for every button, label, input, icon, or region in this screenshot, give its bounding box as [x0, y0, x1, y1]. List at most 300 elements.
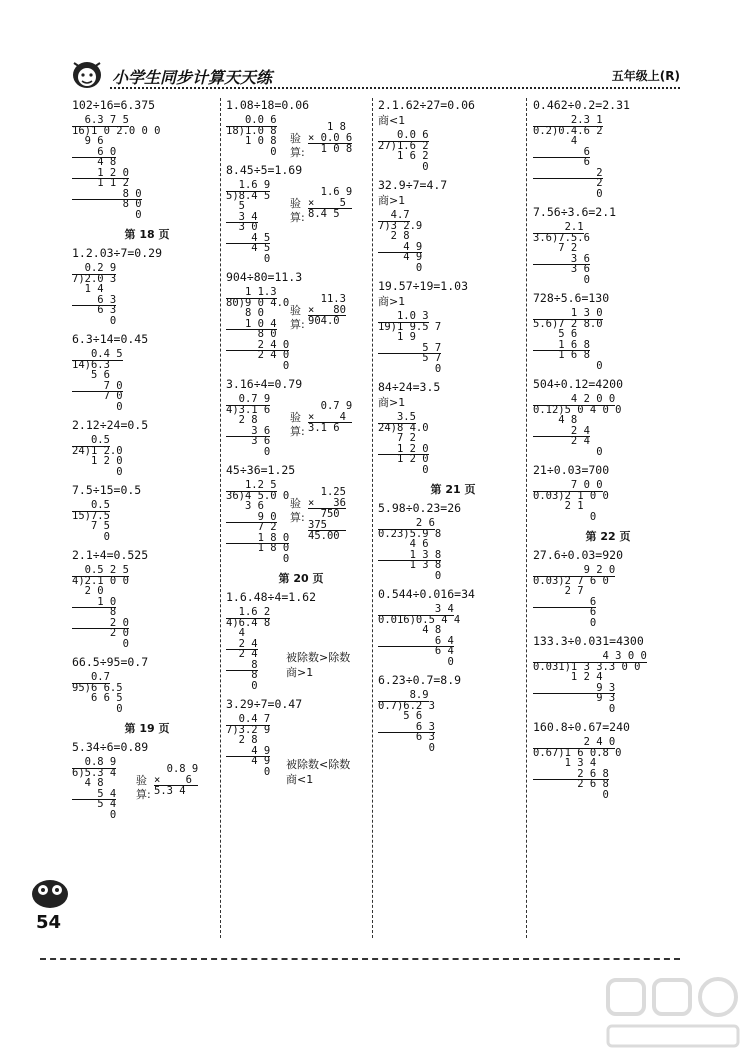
work-line-text: 1 2 0	[72, 455, 123, 467]
work-line-text: 0	[533, 445, 603, 458]
problem-item	[72, 740, 222, 820]
note-text: 商>1	[378, 295, 406, 308]
work-line-text: 4 9	[226, 755, 271, 767]
work-line-text: 6)5.3 4	[72, 766, 117, 779]
problem-item	[72, 655, 222, 714]
work-line-text: 9 0	[226, 510, 277, 523]
answer-column-4	[533, 98, 683, 938]
equation: 8.45÷5=1.69	[226, 163, 303, 177]
work-line-text: 0	[226, 679, 258, 692]
verify-line: 11.3	[308, 293, 346, 305]
long-division-work	[378, 311, 528, 374]
work-line-text: 4 8	[533, 414, 578, 426]
work-line-text: 80)9 0 4.0	[226, 296, 290, 309]
work-line	[533, 329, 683, 340]
work-line-text: 4 5	[226, 231, 271, 244]
work-line-text: 4	[226, 627, 245, 639]
equation: 2.1÷4=0.525	[72, 548, 149, 562]
note-text: 商>1	[378, 194, 406, 207]
equation: 1.6.48÷4=1.62	[226, 590, 317, 604]
work-line-text: 4)3.1 6	[226, 403, 271, 416]
work-line-text: 1 6 2	[378, 150, 429, 162]
work-line	[72, 210, 222, 221]
long-division-work	[533, 651, 683, 714]
work-line-text: 4 9	[226, 744, 271, 757]
work-line-text: 1 1 2	[72, 177, 129, 189]
work-line-text: 9 2 0	[533, 564, 616, 576]
work-line	[72, 178, 222, 189]
work-line-text: 1 3 0	[533, 307, 603, 319]
work-line-text: 7 0 0	[533, 479, 603, 491]
note-text: 商>1	[286, 666, 314, 679]
work-line	[378, 743, 528, 754]
work-line-text: 0	[226, 445, 271, 458]
verify-work	[308, 487, 346, 542]
work-line-text: 24)8 4.0	[378, 421, 429, 434]
problem-item	[226, 697, 376, 786]
comparison-note	[286, 650, 350, 680]
long-division-work	[378, 412, 528, 475]
work-line	[226, 618, 376, 629]
equation: 66.5÷95=0.7	[72, 655, 149, 669]
equation: 5.34÷6=0.89	[72, 740, 149, 754]
work-line-text: 2 0	[72, 627, 129, 639]
work-line-text: 0	[72, 400, 123, 413]
work-line-text: 0.4 5	[72, 348, 123, 360]
verify-line: 5.3 4	[154, 785, 186, 797]
work-line-text: 1.0 3	[378, 310, 429, 322]
work-line-text: 0	[533, 510, 597, 523]
work-line-text: 2.1	[533, 221, 584, 233]
work-line	[378, 465, 528, 476]
problem-item	[533, 548, 683, 628]
verify-line: × 80	[308, 303, 346, 316]
page-section-title: 第 20 页	[278, 572, 324, 585]
work-line-text: 4)6.4 8	[226, 616, 271, 629]
work-line-text: 7 5	[72, 520, 110, 532]
work-line-text: 1.6 2	[226, 606, 271, 618]
work-line-text: 0.031)1 3 3.3 0 0	[533, 660, 641, 673]
work-line	[533, 758, 683, 769]
comparison-note	[286, 757, 350, 787]
verify-line: 750	[308, 508, 340, 520]
work-line-text: 1 3 8	[378, 548, 442, 561]
work-line-text: 5 6	[72, 369, 110, 381]
equation: 1.2.03÷7=0.29	[72, 246, 163, 260]
verify-label: 验算:	[290, 304, 305, 331]
problem-item	[533, 720, 683, 800]
work-line-text: 2 1	[533, 500, 584, 512]
work-line-text: 4 8	[72, 777, 104, 789]
equation: 21÷0.03=700	[533, 463, 610, 477]
equation: 904÷80=11.3	[226, 270, 303, 284]
equation: 0.544÷0.016=34	[378, 587, 475, 601]
long-division-work	[533, 222, 683, 285]
equation: 0.462÷0.2=2.31	[533, 98, 630, 112]
problem-item	[533, 291, 683, 371]
problem-item	[226, 270, 376, 371]
verify-line: 0.8 9	[154, 763, 199, 775]
work-line-text: 2 4	[533, 435, 590, 447]
work-line-text: 0.2)0.4.6 2	[533, 124, 603, 137]
work-line-text: 6 3	[378, 720, 435, 733]
work-line	[378, 711, 528, 722]
work-line-text: 0	[533, 187, 603, 200]
work-line	[72, 136, 222, 147]
work-line	[226, 735, 376, 746]
work-line-text: 6	[533, 595, 597, 608]
work-line-text: 6 3	[378, 731, 435, 743]
work-line-text: 6 3	[72, 293, 117, 306]
verify-work	[308, 122, 352, 155]
work-line-text: 8 0	[226, 307, 264, 319]
verify-line: 0.7 9	[308, 400, 353, 412]
verify-label: 验算:	[136, 774, 151, 801]
work-line-text: 1 4	[72, 283, 104, 295]
work-line-text: 7 2	[226, 521, 277, 533]
work-line-text: 6 4	[378, 645, 454, 657]
equation: 2.12÷24=0.5	[72, 418, 149, 432]
work-line-text: 7 0	[72, 390, 123, 402]
equation: 3.16÷4=0.79	[226, 377, 303, 391]
work-line-text: 3 6	[533, 252, 590, 265]
work-line-text: 15)7.5	[72, 509, 110, 522]
work-line-text: 2 4	[226, 648, 258, 660]
work-line-text: 1 8 0	[226, 531, 290, 544]
equation: 102÷16=6.375	[72, 98, 156, 112]
work-line	[72, 810, 222, 821]
problem-item	[378, 98, 528, 172]
problem-item	[378, 279, 528, 374]
work-line-text: 5 4	[72, 798, 117, 810]
work-line-text: 0	[378, 463, 429, 476]
work-line	[72, 586, 222, 597]
work-line-text: 2 0	[72, 616, 129, 629]
problem-item	[72, 418, 222, 477]
problem-item	[378, 178, 528, 273]
work-line-text: 0.5	[72, 499, 110, 511]
work-line	[533, 447, 683, 458]
work-line-text: 4 9	[378, 251, 423, 263]
work-line-text: 1.2 5	[226, 479, 277, 491]
note-text: 被除数>除数	[286, 651, 351, 664]
work-line-text: 7)2.0 3	[72, 272, 117, 285]
verify-line: 8.4 5	[308, 208, 340, 220]
page-header	[60, 55, 680, 95]
problem-item	[72, 246, 222, 326]
long-division-work	[378, 690, 528, 753]
note-text: 商<1	[286, 773, 314, 786]
work-line-text: 0.4 7	[226, 713, 271, 725]
work-line-text: 6.3 7 5	[72, 114, 129, 126]
problem-item	[533, 205, 683, 285]
work-line-text: 5)8.4 5	[226, 189, 271, 202]
work-line	[72, 532, 222, 543]
work-line-text: 18)1.0 8	[226, 124, 277, 137]
work-line-text: 3.5	[378, 411, 416, 423]
work-line-text: 2 6 8	[533, 767, 609, 780]
work-line-text: 6	[533, 156, 590, 168]
work-line	[72, 467, 222, 478]
work-line-text: 1 6 8	[533, 349, 590, 361]
work-line-text: 0	[226, 145, 277, 158]
problem-item	[226, 590, 376, 691]
work-line	[533, 275, 683, 286]
long-division-work	[533, 115, 683, 199]
note-text: 被除数<除数	[286, 758, 351, 771]
work-line-text: 3 6	[226, 435, 271, 447]
work-line-text: 1 3 4	[533, 757, 597, 769]
work-line-text: 0	[533, 616, 597, 629]
problem-item	[226, 377, 376, 457]
equation: 504÷0.12=4200	[533, 377, 624, 391]
work-line-text: 2 8	[226, 414, 258, 426]
verify-label: 验算:	[290, 132, 305, 159]
answer-column-3	[378, 98, 528, 938]
problem-item	[533, 98, 683, 199]
header-rule	[110, 87, 680, 89]
mascot-icon	[68, 55, 106, 91]
long-division-work	[533, 308, 683, 371]
problem-item	[378, 587, 528, 667]
equation: 6.23÷0.7=8.9	[378, 673, 462, 687]
work-line-text: 0	[226, 765, 271, 778]
work-line-text: 1 2 0	[378, 453, 429, 465]
work-line	[533, 586, 683, 597]
work-line-text: 0.5	[72, 434, 110, 446]
verify-line: 1 8	[308, 121, 346, 133]
work-line-text: 0.67)1 6 0.8 0	[533, 746, 622, 759]
work-line-text: 2	[533, 166, 603, 179]
answer-column-2	[226, 98, 376, 938]
work-line-text: 8	[226, 669, 258, 681]
work-line-text: 1 0 8	[226, 135, 277, 147]
work-line	[533, 136, 683, 147]
work-line-text: 6 6 5	[72, 692, 123, 704]
work-line-text: 3 6	[226, 424, 271, 437]
work-line	[72, 157, 222, 168]
work-line	[72, 704, 222, 715]
verify-line: × 4	[308, 412, 352, 424]
verify-line: 1.25	[308, 486, 346, 498]
long-division-work	[533, 394, 683, 457]
footer-rule	[40, 958, 680, 960]
work-line-text: 3 6	[226, 500, 264, 512]
page-section-title: 第 19 页	[124, 722, 170, 735]
work-line-text: 3.6)7.5.6	[533, 231, 590, 244]
page-section-title: 第 22 页	[585, 530, 631, 543]
work-line-text: 2 4 0	[226, 338, 290, 351]
work-line-text: 8 0	[226, 328, 277, 340]
watermark-logo-icon	[604, 974, 744, 1054]
work-line-text: 1 2 4	[533, 671, 603, 683]
work-line-text: 4 8	[378, 624, 442, 636]
verify-line: 3.1 6	[308, 422, 340, 434]
work-line-text: 19)1 9.5 7	[378, 320, 442, 333]
work-line-text: 4)2.1 0 0	[72, 574, 129, 587]
work-line-text: 2 4 0	[226, 349, 290, 361]
work-line	[226, 254, 376, 265]
brand-title	[112, 65, 272, 88]
verify-work	[154, 764, 198, 797]
work-line-text: 1 9	[378, 331, 416, 343]
work-line	[72, 284, 222, 295]
work-line-text: 7 0	[72, 379, 123, 392]
work-line-text: 6 0	[72, 145, 117, 158]
equation: 84÷24=3.5	[378, 380, 441, 394]
page-number: 54	[36, 912, 62, 933]
work-line	[72, 370, 222, 381]
problem-item	[226, 463, 376, 564]
work-line-text: 95)6 6.5	[72, 681, 123, 694]
work-line-text: 4	[533, 135, 578, 147]
work-line-text: 0.0 6	[378, 129, 429, 141]
work-line-text: 1 3 8	[378, 559, 442, 571]
work-line-text: 0	[378, 362, 442, 375]
work-line-text: 1 0 4	[226, 317, 277, 330]
work-line-text: 5 6	[533, 328, 578, 340]
equation: 6.3÷14=0.45	[72, 332, 149, 346]
work-line-text: 1 8 0	[226, 542, 290, 554]
problem-item	[226, 98, 376, 157]
equation: 3.29÷7=0.47	[226, 697, 303, 711]
equation: 7.56÷3.6=2.1	[533, 205, 617, 219]
work-line	[226, 628, 376, 639]
work-line-text: 6	[533, 606, 597, 618]
work-line-text: 2 4	[533, 424, 590, 437]
verify-label: 验算:	[290, 497, 305, 524]
work-line-text: 4 5	[226, 242, 271, 254]
work-line-text: 2 6	[378, 517, 435, 529]
work-line-text: 2 4	[226, 637, 258, 650]
work-line	[378, 571, 528, 582]
work-line-text: 0	[533, 788, 609, 801]
work-line	[378, 231, 528, 242]
work-line-text: 0.23)5.9 8	[378, 527, 442, 540]
work-line-text: 0	[72, 530, 110, 543]
work-line-text: 0	[378, 160, 429, 173]
problem-item	[378, 673, 528, 753]
work-line	[378, 657, 528, 668]
work-line-text: 1 2 0	[378, 442, 429, 455]
problem-item	[533, 377, 683, 457]
work-line	[533, 157, 683, 168]
verify-work	[308, 187, 352, 220]
long-division-work	[72, 565, 222, 649]
work-line-text: 1 2 0	[72, 166, 129, 179]
brand-title-text: 小学生同步计算天天练	[112, 68, 273, 87]
work-line-text: 2	[533, 177, 603, 189]
long-division-work	[378, 604, 528, 667]
work-line-text: 4.7	[378, 209, 410, 221]
work-line-text: 0	[378, 569, 442, 582]
work-line-text: 8.9	[378, 689, 429, 701]
problem-item	[533, 463, 683, 522]
work-line	[378, 364, 528, 375]
work-line-text: 7)3.2 9	[226, 723, 271, 736]
work-line	[226, 554, 376, 565]
work-line	[378, 332, 528, 343]
long-division-work	[72, 115, 222, 220]
equation: 45÷36=1.25	[226, 463, 296, 477]
work-line-text: 0	[72, 702, 123, 715]
work-line-text: 3 4	[378, 603, 454, 615]
work-line	[72, 402, 222, 413]
page-section-title: 第 18 页	[124, 228, 170, 241]
work-line-text: 0	[72, 314, 117, 327]
equation: 32.9÷7=4.7	[378, 178, 448, 192]
work-line-text: 1 0	[72, 595, 117, 608]
work-line-text: 0	[72, 465, 123, 478]
work-line-text: 0	[72, 208, 142, 221]
equation: 7.5÷15=0.5	[72, 483, 142, 497]
note-text: 商<1	[378, 114, 406, 127]
verify-line: × 36	[308, 496, 346, 509]
work-line	[533, 704, 683, 715]
work-line-text: 8	[72, 606, 117, 618]
long-division-work	[72, 435, 222, 477]
work-line-text: 36)4 5.0 0	[226, 489, 290, 502]
work-line-text: 8	[226, 658, 258, 671]
verify-work	[308, 294, 346, 327]
work-line-text: 0.0 6	[226, 114, 277, 126]
work-line-text: 6 3	[72, 304, 117, 316]
work-line-text: 8 0	[72, 198, 142, 210]
verify-label: 验算:	[290, 411, 305, 438]
verify-work	[308, 401, 352, 434]
work-line-text: 5 7	[378, 352, 442, 364]
work-line	[72, 607, 222, 618]
work-line-text: 2 8	[378, 230, 410, 242]
work-line-text: 0.7 9	[226, 393, 271, 405]
work-line-text: 2 4 0	[533, 736, 616, 748]
work-line-text: 24)1 2.0	[72, 444, 123, 457]
work-line-text: 27)1.6 2	[378, 139, 429, 152]
work-line-text: 9 3	[533, 692, 616, 704]
work-line-text: 0	[226, 252, 271, 265]
verify-line: 45.00	[308, 530, 340, 542]
problem-item	[72, 483, 222, 542]
work-line-text: 0	[533, 702, 616, 715]
work-line-text: 1 6 8	[533, 338, 590, 351]
work-line	[378, 539, 528, 550]
work-line-text: 3 0	[226, 221, 258, 233]
grade-label: 五年级上(R)	[611, 69, 680, 83]
work-line	[378, 263, 528, 274]
work-line-text: 0.7	[72, 671, 110, 683]
long-division-work	[378, 130, 528, 172]
work-line	[533, 243, 683, 254]
work-line-text: 16)1 0 2.0 0 0	[72, 124, 161, 137]
work-line	[533, 512, 683, 523]
page-section-title: 第 21 页	[430, 483, 476, 496]
work-line	[378, 433, 528, 444]
problem-item	[378, 380, 528, 475]
work-line-text: 3 6	[533, 263, 590, 275]
work-line	[533, 189, 683, 200]
work-line	[226, 361, 376, 372]
answer-column-1	[72, 98, 222, 938]
work-line-text: 5 6	[378, 710, 423, 722]
work-line-text: 0	[226, 552, 290, 565]
long-division-work	[72, 672, 222, 714]
problem-item	[533, 634, 683, 714]
work-line-text: 0.5 2 5	[72, 564, 129, 576]
work-line	[226, 681, 376, 692]
work-line	[533, 672, 683, 683]
work-line-text: 0	[72, 808, 117, 821]
work-line-text: 7)3 2.9	[378, 219, 423, 232]
